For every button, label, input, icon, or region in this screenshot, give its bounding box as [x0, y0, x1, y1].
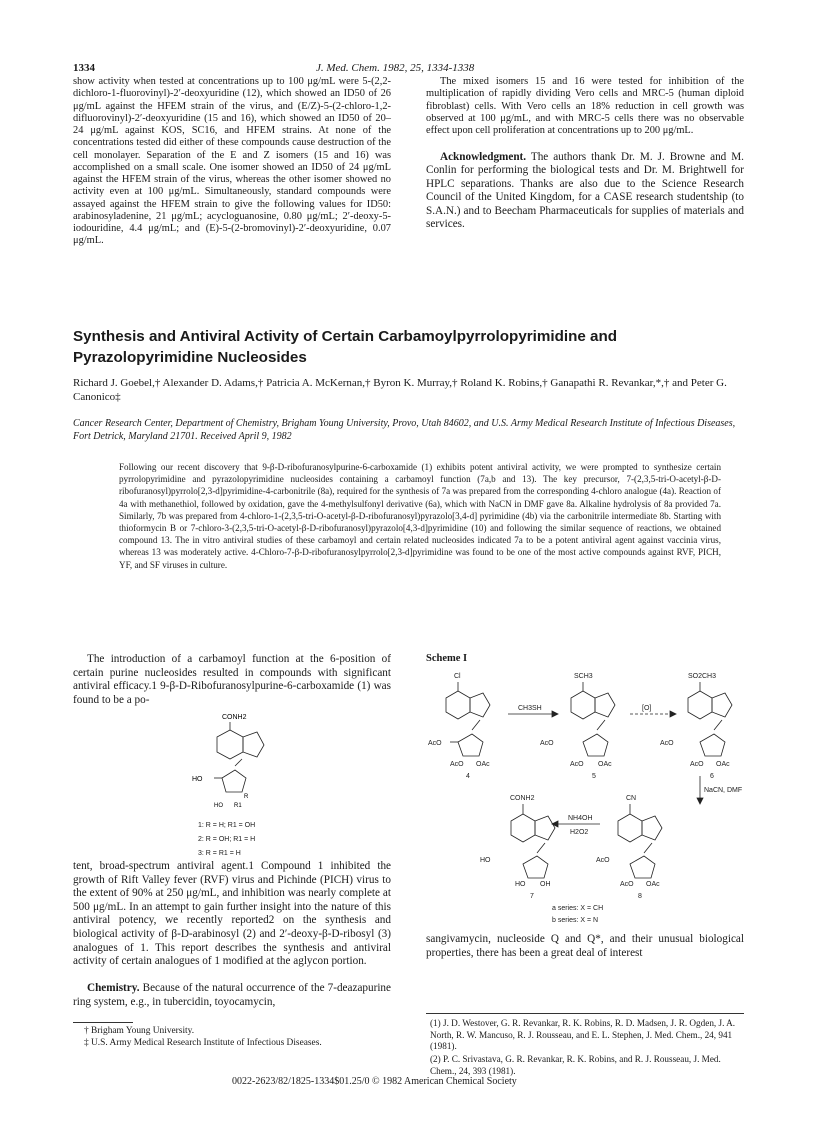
scheme-8-aco: AcO — [596, 857, 610, 864]
article-affiliation: Cancer Research Center, Department of Chemistry, Brigham Young University, Provo, Utah 84602, and U.S. Army Medical Research Institute of Infectious Diseases, Fort Detrick, Maryland 21701. Received April 9, 1982 — [73, 418, 736, 442]
intro-paragraph-1: The introduction of a carbamoyl function at the 6-position of certain purine nucleosides resulted in compounds with significant antiviral efficacy.1 9-β-D-Ribofuranosylpurine-6-carboxamide (1) was found to be a po- — [73, 653, 391, 706]
footnote-rule — [73, 1022, 133, 1023]
scheme-7-ho: HO — [480, 857, 491, 864]
carboxamide-label: CONH2 — [222, 714, 247, 721]
journal-header: J. Med. Chem. 1982, 25, 1334-1338 — [316, 62, 475, 74]
scheme-title: Scheme I — [426, 653, 468, 664]
series-a-label: a series: X = CH — [552, 905, 604, 912]
chemistry-heading: Chemistry. — [87, 982, 140, 994]
reagent-nh4oh: NH4OH — [568, 815, 593, 822]
reagent-h2o2: H2O2 — [570, 829, 589, 836]
article-abstract: Following our recent discovery that 9-β-D-ribofuranosylpurine-6-carboxamide (1) exhibits potent antiviral activity, we were prompted to synthesize certain pyrrolopyrimidine and pyrazolopyrimidine nucleosides containing a carbamoyl function (7a,b and 13). The key precursor, 7-(2,3,5-tri-O-acetyl-β-D-ribofuranosyl)pyrrolo[2,3-d]pyrimidine-4-carbonitrile (8a), required for the synthesis of 7a was prepared from the corresponding 4-chloro analogue (4a). Reaction of 4a with methanethiol, followed by oxidation, gave the 4-methylsulfonyl derivative (6a), which with NaCN in DMF gave 8a. Alkaline hydrolysis of 8a provided 7a. Similarly, 7b was prepared from 4-chloro-1-(2,3,5-tri-O-acetyl-β-D-ribofuranosyl)pyrazolo[3,4-d] pyrimidine (4b) via the carbonitrile intermediate 8b. Starting with thioformycin B or 7-chloro-3-(2,3,5-tri-O-acetyl-β-D-ribofuranosyl)pyrazolo[4,3-d]pyrimidine (10) and following the similar sequence of reactions, we obtained compound 13. The in vitro antiviral studies of these carbamoyl and certain related nucleosides indicated 7a to be a potent antiviral agent against vaccinia virus, whereas 13 was moderately active. 4-Chloro-7-β-D-ribofuranosylpyrrolo[2,3-d]pyrimidine was found to be one of the most active compounds against RVF, PICH, YF, and SF viruses in culture. — [119, 462, 721, 570]
copyright-line: 0022-2623/82/1825-1334$01.25/0 © 1982 American Chemical Society — [232, 1076, 517, 1087]
reagent-nacn: NaCN, DMF — [704, 787, 743, 794]
scheme-1-diagram — [420, 664, 750, 924]
scheme-6-aco: AcO — [660, 740, 674, 747]
scheme-5-substituent: SCH3 — [574, 673, 593, 680]
acknowledgment — [426, 151, 744, 231]
scheme-4-oac: OAc — [476, 761, 490, 768]
series-b-label: b series: X = N — [552, 917, 599, 924]
scheme-6-aco-bottom: AcO — [690, 761, 704, 768]
scheme-6-substituent: SO2CH3 — [688, 673, 717, 680]
article-title: Synthesis and Antiviral Activity of Certain Carbamoylpyrrolopyrimidine and Pyrazolopyrimidine Nucleosides — [73, 328, 618, 366]
scheme-5-aco-bottom: AcO — [570, 761, 584, 768]
scheme-4-aco: AcO — [428, 740, 442, 747]
ho-bottom-label: HO — [214, 803, 223, 809]
intro-paragraph-2: tent, broad-spectrum antiviral agent.1 Compound 1 inhibited the growth of Rift Valley fever (RVF) virus and Pichinde (PICH) virus to the extent of 90% at 250 μg/mL, and inhibition was nearly complete at 500 μg/mL. In an attempt to gain further insight into the nature of this antiviral potency, we recently reported2 on the synthesis and biological activity of β-D-arabinosyl (2) and 2′-deoxy-β-D-ribosyl (3) analogues of 1. This report describes the synthesis and antiviral activity of certain analogues of 1 modified at the aglycon portion. — [73, 860, 391, 968]
scheme-8-aco-bottom: AcO — [620, 881, 634, 888]
scheme-7-ho-bottom: HO — [515, 881, 526, 888]
article-authors: Richard J. Goebel,† Alexander D. Adams,† Patricia A. McKernan,† Byron K. Murray,† Roland K. Robins,† Ganapathi R. Revankar,*,† and Peter G. Canonico‡ — [73, 377, 727, 403]
scheme-4-aco-bottom: AcO — [450, 761, 464, 768]
reagent-ch3sh: CH3SH — [518, 705, 542, 712]
scheme-5-aco: AcO — [540, 740, 554, 747]
ack-heading: Acknowledgment. — [440, 151, 527, 163]
compound-label-6: 6 — [710, 773, 714, 780]
legend-line-3: 3: R = R1 = H — [198, 850, 241, 857]
scheme-8-oac: OAc — [646, 881, 660, 888]
scheme-8-substituent: CN — [626, 795, 637, 802]
footnote-1: † Brigham Young University. — [84, 1026, 195, 1036]
r-label: R — [244, 794, 249, 800]
scheme-6-oac: OAc — [716, 761, 730, 768]
scheme-4-substituent: Cl — [454, 673, 461, 680]
compound-label-5: 5 — [592, 773, 596, 780]
reference-2: (2) P. C. Srivastava, G. R. Revankar, R. K. Robins, and R. J. Rousseau, J. Med. Chem., 24, 393 (1981). — [430, 1054, 721, 1076]
footnote-2: ‡ U.S. Army Medical Research Institute of Infectious Diseases. — [84, 1038, 322, 1048]
page-number: 1334 — [73, 62, 95, 74]
compound-label-4: 4 — [466, 773, 470, 780]
ho-label: HO — [192, 776, 203, 783]
reagent-oxidation: [O] — [642, 705, 652, 712]
compound-legend — [198, 819, 255, 861]
prev-article-right-text: The mixed isomers 15 and 16 were tested for inhibition of the multiplication of rapidly dividing Vero cells and MRC-5 (human diploid fibroblast) cells. With Vero cells an 18% reduction in cell growth was observed at 100 μg/mL, and with MRC-5 cells there was no observable effect upon cell proliferation at concentrations up to 200 μg/mL. — [426, 76, 744, 136]
legend-line-1: 1: R = H; R1 = OH — [198, 822, 256, 829]
legend-line-2: 2: R = OH; R1 = H — [198, 836, 256, 843]
reference-rule — [426, 1013, 744, 1014]
compound-label-8: 8 — [638, 893, 642, 900]
scheme-7-oh: OH — [540, 881, 551, 888]
ack-text: The authors thank Dr. M. J. Browne and M. Conlin for performing the biological tests and Dr. M. Brightwell for HPLC separations. Thanks are also due to the Science Research Council of the United Kingdom, for a CASE research studentship (to S.A.N.) and to Beecham Pharmaceuticals for supplies of materials and services. — [426, 151, 744, 231]
scheme-5-oac: OAc — [598, 761, 612, 768]
chemistry-text: Because of the natural occurrence of the 7-deazapurine ring system, e.g., in tubercidin, toyocamycin, — [73, 982, 391, 1008]
reference-1: (1) J. D. Westover, G. R. Revankar, R. K. Robins, R. D. Madsen, J. R. Ogden, J. A. North, R. W. Mancuso, R. J. Rousseau, and E. L. Stephen, J. Med. Chem., 24, 941 (1981). — [430, 1018, 736, 1051]
chemistry-paragraph — [73, 982, 391, 1009]
scheme-7-substituent: CONH2 — [510, 795, 535, 802]
right-column-paragraph: sangivamycin, nucleoside Q and Q*, and their unusual biological properties, there has been a great deal of interest — [426, 933, 744, 959]
r1-label: R1 — [234, 803, 242, 809]
prev-article-left-text: show activity when tested at concentrations up to 100 μg/mL were 5-(2,2-dichloro-1-fluorovinyl)-2′-deoxyuridine (12), which showed an ID50 of 26 μg/mL against the HFEM strain of the virus, and (E/Z)-5-(2-chloro-1,2-difluorovinyl)-2′-deoxyuridine (15 and 16), which showed an ID50 of 20–24 μg/mL against KOS, SC16, and HFEM strains. At none of the concentrations tested did either of these compounds cause destruction of the cell monolayer. Separation of the E and Z isomers (15 and 16) was accomplished on a small scale. One isomer showed an ID50 of 24 μg/mL against the HFEM strain of the virus, whereas the other isomer showed no activity even at 100 μg/mL. Simultaneously, standard compounds were assayed against the HFEM strain to give the following values for ID50: arabinosyladenine, 21 μg/mL; acycloguanosine, 0.80 μg/mL; 2′-deoxy-5-iodouridine, 4.4 μg/mL; and (E)-5-(2-bromovinyl)-2′-deoxyuridine, 0.07 μg/mL. — [73, 76, 391, 247]
compound-label-7: 7 — [530, 893, 534, 900]
